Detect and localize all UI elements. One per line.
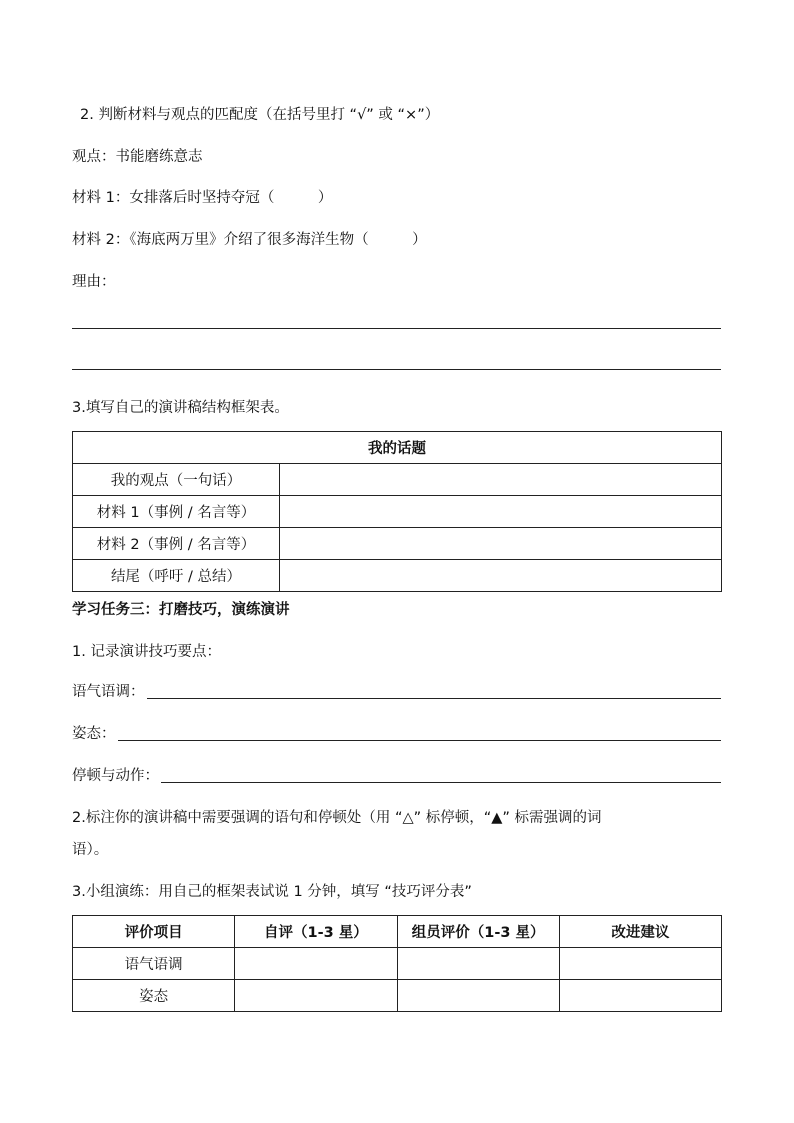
framework-row-label: 材料 2（事例 / 名言等） (73, 528, 280, 560)
suggestion-cell[interactable] (559, 948, 721, 980)
framework-row-label: 结尾（呼吁 / 总结） (73, 560, 280, 592)
pause-action-field[interactable] (72, 764, 721, 785)
viewpoint: 观点：书能磨练意志 (72, 149, 203, 165)
score-header: 评价项目 (73, 916, 235, 948)
topic-header: 我的话题 (73, 432, 722, 464)
q2-title: 2. 判断材料与观点的匹配度（在括号里打 “√” 或 “×”） (80, 107, 440, 123)
framework-row-label: 材料 1（事例 / 名言等） (73, 496, 280, 528)
skill-score-table (72, 915, 722, 1012)
framework-cell-input[interactable] (280, 560, 722, 592)
score-row-label: 姿态 (73, 980, 235, 1012)
tone-blank[interactable] (147, 697, 722, 699)
task3-item2-line1: 2.标注你的演讲稿中需要强调的语句和停顿处（用 “△” 标停顿，“▲” 标需强调的词 (72, 810, 602, 826)
reason-label: 理由： (72, 274, 116, 290)
material-1: 材料 1：女排落后时坚持夺冠（ ） (72, 190, 333, 206)
task3-item2-line2: 语）。 (72, 842, 109, 858)
framework-cell-input[interactable] (280, 496, 722, 528)
reason-answer-line-1[interactable] (72, 328, 721, 329)
material-2: 材料 2：《海底两万里》介绍了很多海洋生物（ ） (72, 232, 427, 248)
self-score-cell[interactable] (235, 980, 397, 1012)
framework-cell-input[interactable] (280, 464, 722, 496)
posture-blank[interactable] (118, 739, 722, 741)
tone-field[interactable] (72, 680, 721, 701)
peer-score-cell[interactable] (397, 948, 559, 980)
framework-cell-input[interactable] (280, 528, 722, 560)
suggestion-cell[interactable] (559, 980, 721, 1012)
framework-row-label: 我的观点（一句话） (73, 464, 280, 496)
q3-title: 3.填写自己的演讲稿结构框架表。 (72, 400, 289, 416)
speech-framework-table (72, 431, 722, 592)
peer-score-cell[interactable] (397, 980, 559, 1012)
tone-label: 语气语调： (72, 684, 145, 700)
score-header: 改进建议 (559, 916, 721, 948)
posture-label: 姿态： (72, 726, 116, 742)
pause-action-blank[interactable] (161, 781, 721, 783)
task3-item3: 3.小组演练：用自己的框架表试说 1 分钟，填写 “技巧评分表” (72, 884, 472, 900)
pause-action-label: 停顿与动作： (72, 768, 159, 784)
reason-answer-line-2[interactable] (72, 369, 721, 370)
score-header: 自评（1-3 星） (235, 916, 397, 948)
task3-item1: 1. 记录演讲技巧要点： (72, 644, 221, 660)
task3-heading: 学习任务三：打磨技巧，演练演讲 (72, 602, 290, 618)
score-header: 组员评价（1-3 星） (397, 916, 559, 948)
self-score-cell[interactable] (235, 948, 397, 980)
score-row-label: 语气语调 (73, 948, 235, 980)
posture-field[interactable] (72, 722, 721, 743)
